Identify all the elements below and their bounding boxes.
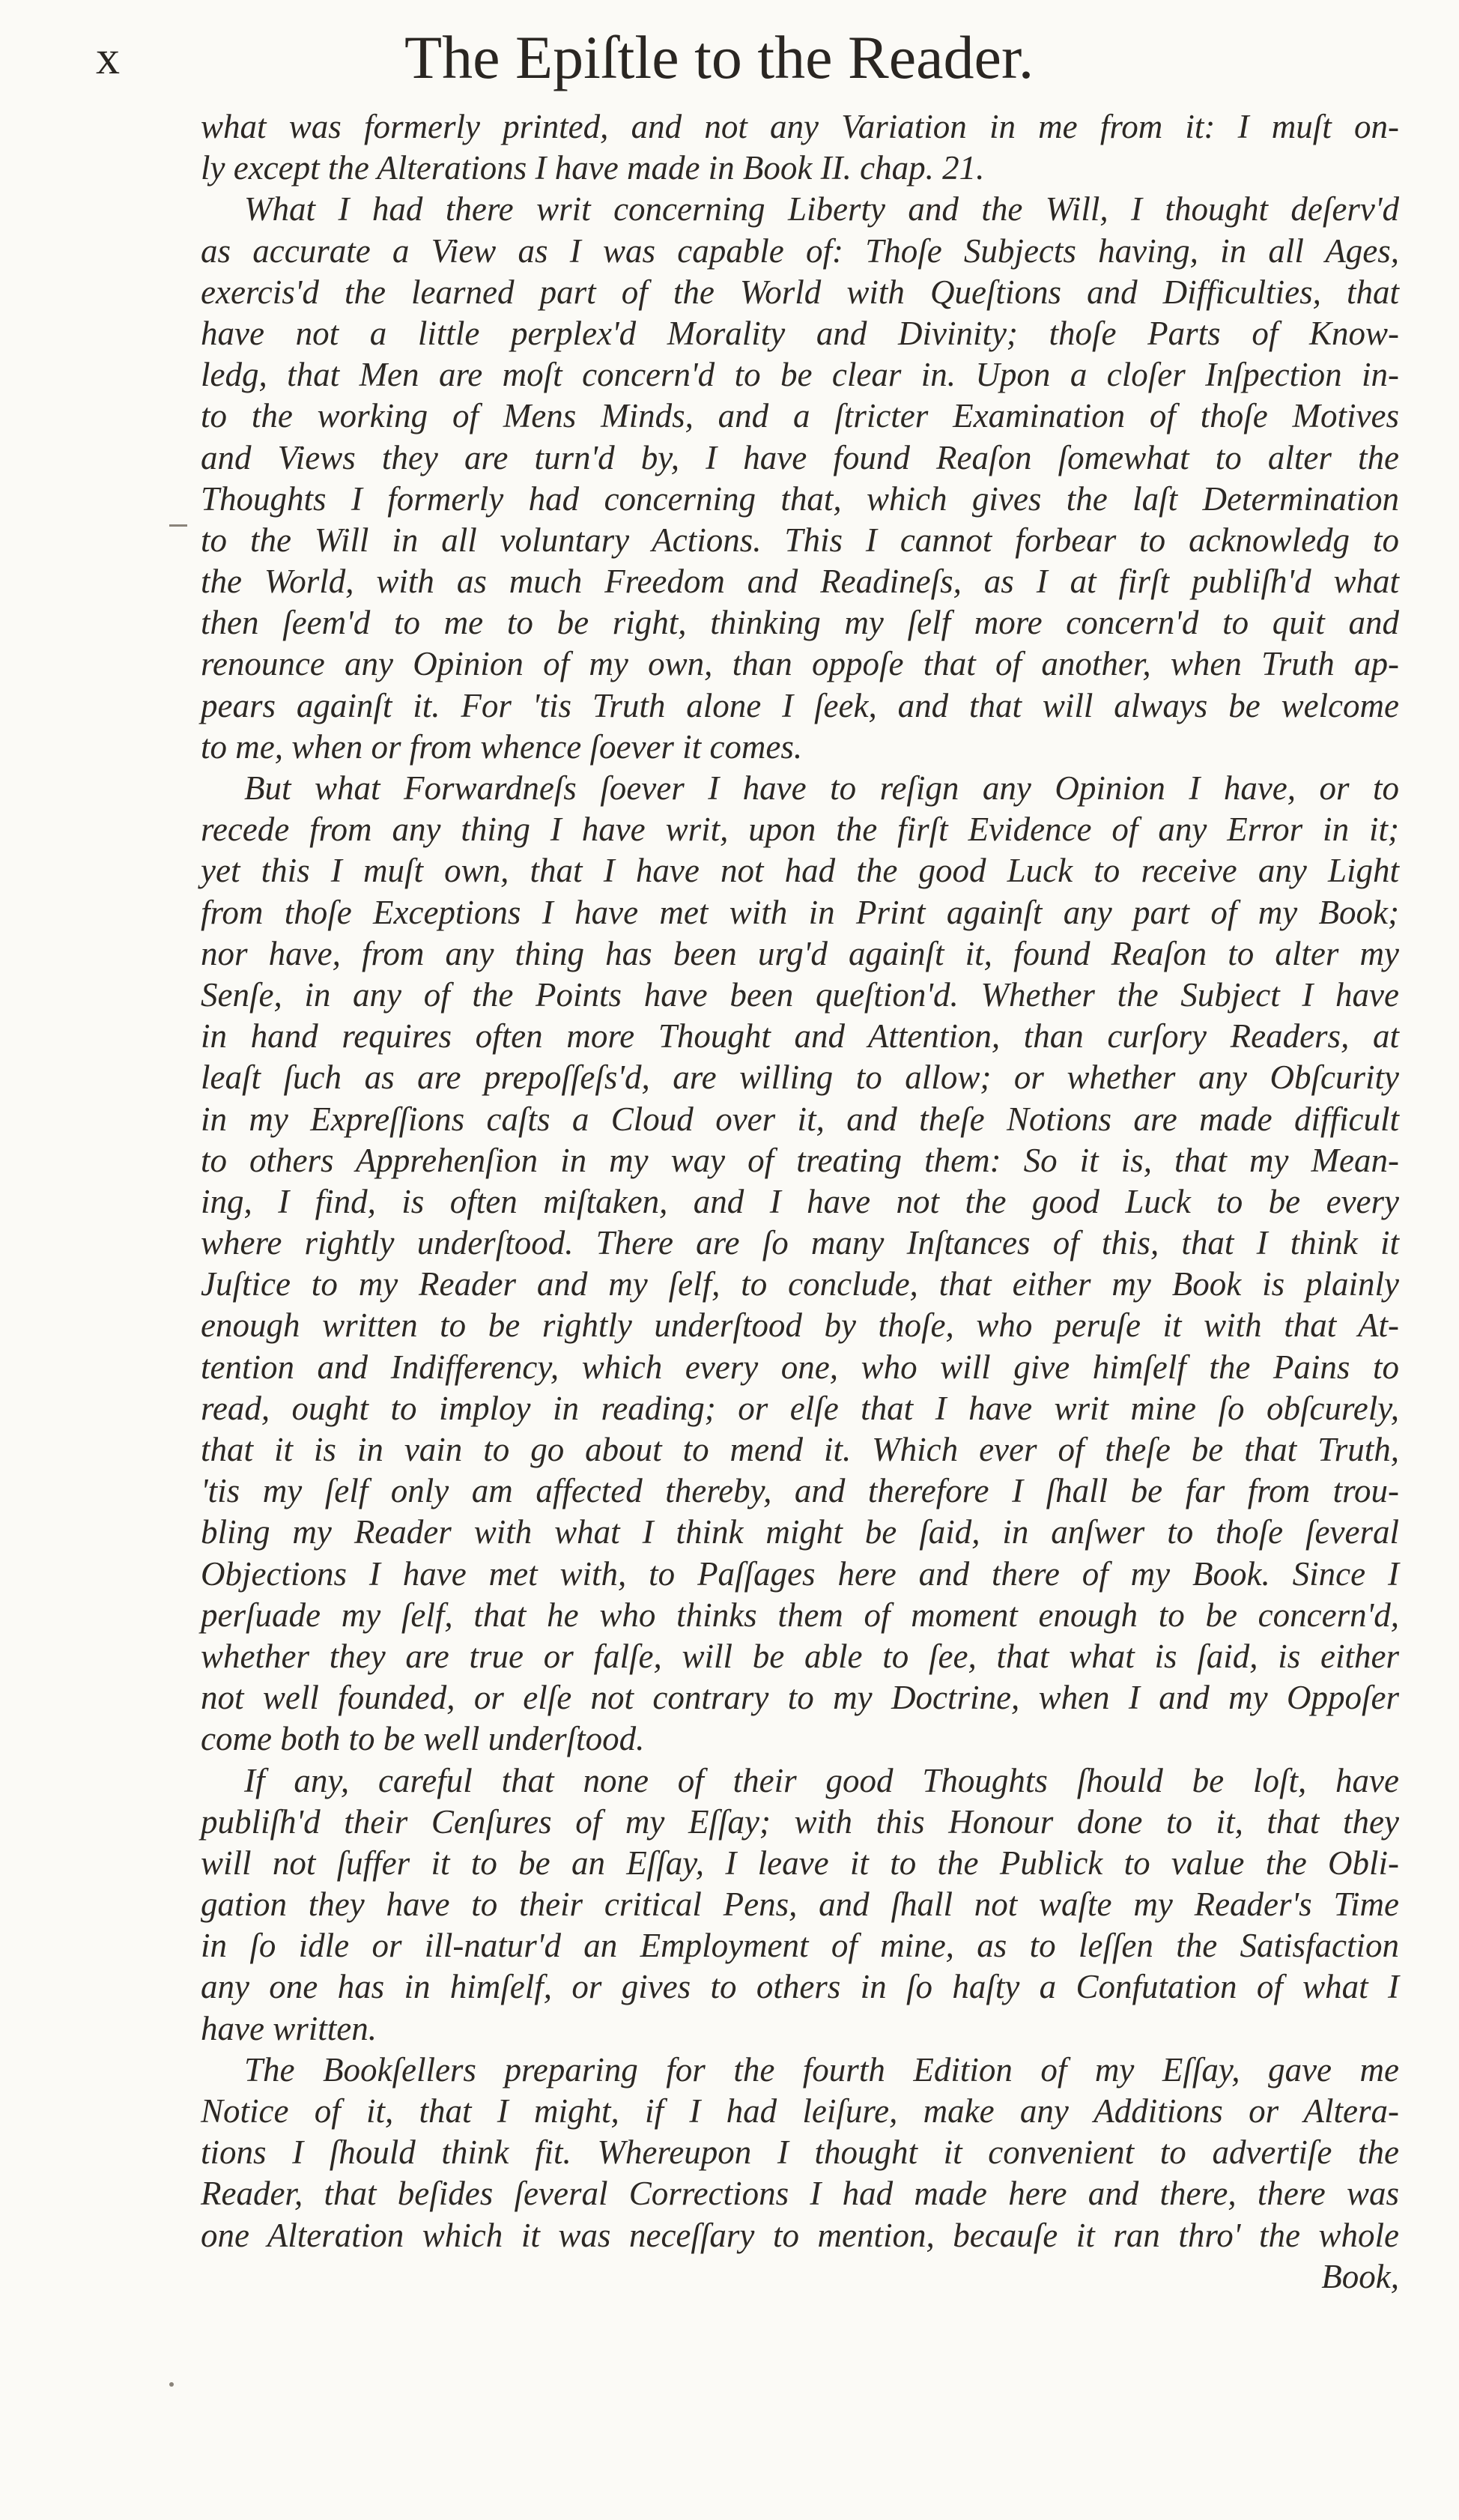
- running-head: The Epiſtle to the Reader.: [404, 23, 1034, 91]
- text-line: perſuade my ſelf, that he who thinks them of moment enough to be concern'd,: [201, 1596, 1399, 1634]
- text-line: yet this I muſt own, that I have not had the good Luck to receive any Light: [201, 852, 1399, 890]
- text-line: bling my Reader with what I think might be ſaid, in anſwer to thoſe ſeveral: [201, 1513, 1399, 1551]
- text-line: Thoughts I formerly had concerning that, which gives the laſt Determination: [201, 479, 1399, 518]
- text-line: as accurate a View as I was capable of: Thoſe Subjects having, in all Ages,: [201, 231, 1399, 270]
- page-number: x: [96, 31, 121, 84]
- text-line: pears againſt it. For 'tis Truth alone I ſeek, and that will always be welcome: [201, 686, 1399, 724]
- text-line: in ſo idle or ill-natur'd an Employment of mine, as to leſſen the Satisfaction: [201, 1927, 1399, 1965]
- body-text: [201, 106, 1399, 2298]
- text-line: ing, I find, is often miſtaken, and I have not the good Luck to be every: [201, 1182, 1399, 1220]
- text-line: to the Will in all voluntary Actions. This I cannot forbear to acknowledg to: [201, 521, 1399, 559]
- text-line: have written.: [201, 2009, 377, 2047]
- text-line: Notice of it, that I might, if I had leiſure, make any Additions or Altera-: [201, 2092, 1399, 2130]
- text-line: then ſeem'd to me to be right, thinking my ſelf more concern'd to quit and: [201, 604, 1399, 642]
- text-line: one Alteration which it was neceſſary to mention, becauſe it ran thro' the whole: [201, 2216, 1399, 2254]
- text-line: to others Apprehenſion in my way of treating them: So it is, that my Mean-: [201, 1141, 1399, 1179]
- text-line: Juſtice to my Reader and my ſelf, to conclude, that either my Book is plainly: [201, 1265, 1399, 1303]
- margin-mark: [169, 524, 187, 527]
- text-line: what was formerly printed, and not any Variation in me from it: I muſt on-: [201, 108, 1399, 145]
- text-line: enough written to be rightly underſtood by thoſe, who peruſe it with that At-: [201, 1306, 1399, 1345]
- text-line: will not ſuffer it to be an Eſſay, I leave it to the Publick to value the Obli-: [201, 1844, 1399, 1882]
- text-line: recede from any thing I have writ, upon the firſt Evidence of any Error in it;: [201, 811, 1399, 849]
- text-line: from thoſe Exceptions I have met with in Print againſt any part of my Book;: [201, 893, 1399, 931]
- text-line: the World, with as much Freedom and Readineſs, as I at firſt publiſh'd what: [201, 563, 1399, 601]
- text-line: Objections I have met with, to Paſſages here and there of my Book. Since I: [201, 1554, 1399, 1593]
- paragraph-start: If any, careful that none of their good Thoughts ſhould be loſt, have: [244, 1761, 1399, 1799]
- text-line: renounce any Opinion of my own, than oppoſe that of another, when Truth ap-: [201, 645, 1399, 683]
- paragraph-start: What I had there writ concerning Liberty and the Will, I thought deſerv'd: [244, 190, 1399, 228]
- text-line: in my Expreſſions caſts a Cloud over it, and theſe Notions are made difficult: [201, 1100, 1399, 1138]
- text-line: have not a little perplex'd Morality and Divinity; thoſe Parts of Know-: [201, 314, 1399, 352]
- text-line: ledg, that Men are moſt concern'd to be clear in. Upon a cloſer Inſpection in-: [201, 356, 1399, 394]
- text-line: ly except the Alterations I have made in Book II. chap. 21.: [201, 149, 985, 187]
- text-line: leaſt ſuch as are prepoſſeſs'd, are willing to allow; or whether any Obſcurity: [201, 1058, 1399, 1097]
- text-line: come both to be well underſtood.: [201, 1720, 645, 1758]
- text-line: that it is in vain to go about to mend it. Which ever of theſe be that Truth,: [201, 1431, 1399, 1468]
- text-line: nor have, from any thing has been urg'd againſt it, found Reaſon to alter my: [201, 934, 1399, 972]
- text-line: in hand requires often more Thought and Attention, than curſory Readers, at: [201, 1017, 1399, 1055]
- paragraph-start: The Bookſellers preparing for the fourth Edition of my Eſſay, gave me: [244, 2050, 1399, 2089]
- paragraph-start: But what Forwardneſs ſoever I have to reſign any Opinion I have, or to: [244, 769, 1399, 807]
- text-line: and Views they are turn'd by, I have found Reaſon ſomewhat to alter the: [201, 438, 1399, 476]
- text-line: exercis'd the learned part of the World with Queſtions and Difficulties, that: [201, 273, 1399, 311]
- text-line: Reader, that beſides ſeveral Corrections I had made here and there, there was: [201, 2175, 1399, 2213]
- text-line: gation they have to their critical Pens, and ſhall not waſte my Reader's Time: [201, 1886, 1399, 1924]
- text-line: tention and Indifferency, which every one, who will give himſelf the Pains to: [201, 1348, 1399, 1386]
- text-line: to me, when or from whence ſoever it comes.: [201, 727, 803, 766]
- text-line: 'tis my ſelf only am affected thereby, and therefore I ſhall be far from trou-: [201, 1472, 1399, 1510]
- text-line: read, ought to imploy in reading; or elſe that I have writ mine ſo obſcurely,: [201, 1389, 1399, 1427]
- catchword: Book,: [1321, 2257, 1399, 2295]
- text-line: not well founded, or elſe not contrary to my Doctrine, when I and my Oppoſer: [201, 1679, 1399, 1717]
- text-line: whether they are true or falſe, will be able to ſee, that what is ſaid, is either: [201, 1637, 1399, 1675]
- text-line: tions I ſhould think fit. Whereupon I thought it convenient to advertiſe the: [201, 2133, 1399, 2172]
- text-line: where rightly underſtood. There are ſo many Inſtances of this, that I think it: [201, 1224, 1399, 1262]
- text-line: Senſe, in any of the Points have been queſtion'd. Whether the Subject I have: [201, 975, 1399, 1014]
- text-line: to the working of Mens Minds, and a ſtricter Examination of thoſe Motives: [201, 397, 1399, 435]
- text-line: any one has in himſelf, or gives to others in ſo haſty a Confutation of what I: [201, 1968, 1399, 2006]
- margin-dot: [169, 2382, 174, 2387]
- text-line: publiſh'd their Cenſures of my Eſſay; with this Honour done to it, that they: [201, 1802, 1399, 1841]
